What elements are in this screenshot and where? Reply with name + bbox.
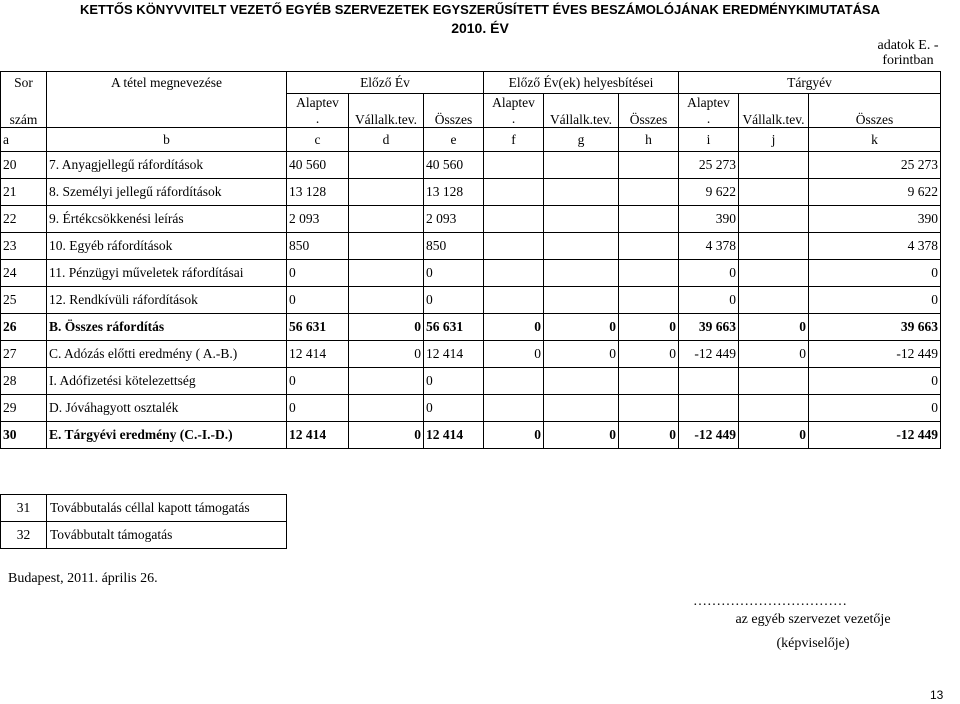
row-number: 29 <box>1 395 47 422</box>
table-row <box>1 287 941 314</box>
row-label: 8. Személyi jellegű ráfordítások <box>47 179 287 206</box>
cell-d: 0 <box>349 341 424 368</box>
cell-k: 0 <box>809 368 941 395</box>
cell-d: 0 <box>349 314 424 341</box>
cell-j <box>739 287 809 314</box>
cell-k: 0 <box>809 260 941 287</box>
cell-g <box>544 395 619 422</box>
cell-c: 850 <box>287 233 349 260</box>
header-empty <box>47 94 287 128</box>
row-label: I. Adófizetési kötelezettség <box>47 368 287 395</box>
cell-k: 0 <box>809 395 941 422</box>
row-label: D. Jóváhagyott osztalék <box>47 395 287 422</box>
cell-h <box>619 179 679 206</box>
cell-k: 39 663 <box>809 314 941 341</box>
cell-d <box>349 152 424 179</box>
report-title: KETTŐS KÖNYVVITELT VEZETŐ EGYÉB SZERVEZETEK EGYSZERŰSÍTETT ÉVES BESZÁMOLÓJÁNAK EREDMÉNYKIMUTATÁSA <box>79 2 881 17</box>
column-letter-d: d <box>349 128 424 152</box>
cell-c: 0 <box>287 368 349 395</box>
row-number: 22 <box>1 206 47 233</box>
row-number: 20 <box>1 152 47 179</box>
data-rows <box>1 152 941 449</box>
unit-line1: adatok E. - <box>877 38 939 53</box>
cell-i <box>679 368 739 395</box>
alaptev-text: Alaptev <box>492 94 535 110</box>
cell-f <box>484 287 544 314</box>
row-label: E. Tárgyévi eredmény (C.-I.-D.) <box>47 422 287 449</box>
header-targyev: Tárgyév <box>679 72 941 94</box>
header-sor: Sor <box>1 72 47 94</box>
table-row <box>1 495 287 522</box>
table-row <box>1 422 941 449</box>
cell-k: 0 <box>809 287 941 314</box>
cell-g <box>544 179 619 206</box>
cell-e: 56 631 <box>424 314 484 341</box>
column-letter-g: g <box>544 128 619 152</box>
table-row <box>1 179 941 206</box>
cell-f <box>484 368 544 395</box>
cell-k: 4 378 <box>809 233 941 260</box>
row-label: 7. Anyagjellegű ráfordítások <box>47 152 287 179</box>
cell-e: 40 560 <box>424 152 484 179</box>
cell-g <box>544 368 619 395</box>
row-label: C. Adózás előtti eredmény ( A.-B.) <box>47 341 287 368</box>
cell-j <box>739 179 809 206</box>
cell-k: -12 449 <box>809 422 941 449</box>
cell-j <box>739 233 809 260</box>
cell-d <box>349 179 424 206</box>
header-i-alaptev <box>679 94 739 128</box>
row-number: 27 <box>1 341 47 368</box>
cell-i: 39 663 <box>679 314 739 341</box>
cell-h: 0 <box>619 314 679 341</box>
cell-g <box>544 260 619 287</box>
cell-d: 0 <box>349 422 424 449</box>
signature-line: …………………………… <box>693 594 847 609</box>
cell-k: 25 273 <box>809 152 941 179</box>
column-letter-f: f <box>484 128 544 152</box>
cell-e: 2 093 <box>424 206 484 233</box>
cell-g: 0 <box>544 341 619 368</box>
place-date: Budapest, 2011. április 26. <box>8 571 158 586</box>
alaptev-text: Alaptev <box>687 94 730 110</box>
cell-f: 0 <box>484 422 544 449</box>
header-f-alaptev <box>484 94 544 128</box>
header-g-vallalk: Vállalk.tev. <box>544 94 619 128</box>
header-c-alaptev <box>287 94 349 128</box>
cell-e: 850 <box>424 233 484 260</box>
cell-i: -12 449 <box>679 341 739 368</box>
cell-k: 9 622 <box>809 179 941 206</box>
cell-d <box>349 260 424 287</box>
cell-g <box>544 206 619 233</box>
cell-i: 9 622 <box>679 179 739 206</box>
cell-k: -12 449 <box>809 341 941 368</box>
column-letter-a: a <box>1 128 47 152</box>
cell-h: 0 <box>619 341 679 368</box>
cell-c: 12 414 <box>287 341 349 368</box>
cell-g <box>544 233 619 260</box>
column-letter-e: e <box>424 128 484 152</box>
table-row <box>1 152 941 179</box>
cell-h <box>619 233 679 260</box>
cell-h <box>619 287 679 314</box>
cell-g: 0 <box>544 314 619 341</box>
table-row <box>1 522 287 549</box>
row-number: 28 <box>1 368 47 395</box>
alaptev-dot: . <box>511 110 516 126</box>
cell-c: 56 631 <box>287 314 349 341</box>
header-row-2 <box>1 94 941 128</box>
cell-i <box>679 395 739 422</box>
cell-e: 0 <box>424 368 484 395</box>
signature-subtitle: (képviselője) <box>776 636 850 651</box>
header-h-osszes: Összes <box>619 94 679 128</box>
header-tetel: A tétel megnevezése <box>47 72 287 94</box>
cell-d <box>349 395 424 422</box>
cell-d <box>349 287 424 314</box>
cell-j <box>739 152 809 179</box>
cell-f <box>484 260 544 287</box>
report-year: 2010. ÉV <box>451 20 509 36</box>
support-table <box>0 494 287 549</box>
header-d-vallalk: Vállalk.tev. <box>349 94 424 128</box>
column-letter-row <box>1 128 941 152</box>
cell-f <box>484 206 544 233</box>
row-number: 31 <box>1 495 47 522</box>
cell-j <box>739 368 809 395</box>
page-number: 13 <box>930 688 944 702</box>
cell-e: 0 <box>424 287 484 314</box>
cell-g: 0 <box>544 422 619 449</box>
income-statement-table <box>0 71 941 449</box>
row-label: Továbbutalt támogatás <box>47 522 287 549</box>
cell-f <box>484 152 544 179</box>
cell-d <box>349 206 424 233</box>
column-letter-i: i <box>679 128 739 152</box>
alaptev-dot: . <box>315 110 320 126</box>
cell-c: 40 560 <box>287 152 349 179</box>
row-label: B. Összes ráfordítás <box>47 314 287 341</box>
cell-f <box>484 233 544 260</box>
table-row <box>1 341 941 368</box>
cell-h <box>619 368 679 395</box>
cell-c: 12 414 <box>287 422 349 449</box>
header-e-osszes: Összes <box>424 94 484 128</box>
table-row <box>1 314 941 341</box>
row-number: 30 <box>1 422 47 449</box>
cell-d <box>349 233 424 260</box>
column-letter-h: h <box>619 128 679 152</box>
cell-h: 0 <box>619 422 679 449</box>
unit-line2: forintban <box>882 53 934 68</box>
row-number: 32 <box>1 522 47 549</box>
support-rows <box>1 495 287 549</box>
header-k-osszes: Összes <box>809 94 941 128</box>
cell-h <box>619 206 679 233</box>
header-row-1 <box>1 72 941 94</box>
cell-d <box>349 368 424 395</box>
cell-j: 0 <box>739 314 809 341</box>
column-letter-j: j <box>739 128 809 152</box>
header-szam: szám <box>1 94 47 128</box>
cell-f: 0 <box>484 341 544 368</box>
row-label: 12. Rendkívüli ráfordítások <box>47 287 287 314</box>
header-elozo-ev: Előző Év <box>287 72 484 94</box>
signature-title: az egyéb szervezet vezetője <box>735 612 891 627</box>
cell-i: 390 <box>679 206 739 233</box>
row-number: 24 <box>1 260 47 287</box>
table-row <box>1 368 941 395</box>
cell-e: 12 414 <box>424 341 484 368</box>
table-row <box>1 206 941 233</box>
table-row <box>1 260 941 287</box>
column-letter-k: k <box>809 128 941 152</box>
cell-h <box>619 260 679 287</box>
cell-h <box>619 395 679 422</box>
row-label: 11. Pénzügyi műveletek ráfordításai <box>47 260 287 287</box>
cell-i: 0 <box>679 287 739 314</box>
column-letter-c: c <box>287 128 349 152</box>
cell-f <box>484 179 544 206</box>
unit-note <box>858 38 958 68</box>
cell-j: 0 <box>739 341 809 368</box>
header-helyesbitesei: Előző Év(ek) helyesbítései <box>484 72 679 94</box>
cell-e: 0 <box>424 260 484 287</box>
cell-h <box>619 152 679 179</box>
header-j-vallalk: Vállalk.tev. <box>739 94 809 128</box>
cell-i: 25 273 <box>679 152 739 179</box>
row-number: 21 <box>1 179 47 206</box>
table-row <box>1 233 941 260</box>
row-number: 23 <box>1 233 47 260</box>
cell-i: 4 378 <box>679 233 739 260</box>
row-label: 9. Értékcsökkenési leírás <box>47 206 287 233</box>
cell-c: 0 <box>287 395 349 422</box>
cell-f <box>484 395 544 422</box>
cell-e: 12 414 <box>424 422 484 449</box>
cell-j <box>739 206 809 233</box>
cell-g <box>544 152 619 179</box>
cell-i: -12 449 <box>679 422 739 449</box>
cell-e: 13 128 <box>424 179 484 206</box>
table-row <box>1 395 941 422</box>
cell-e: 0 <box>424 395 484 422</box>
row-label: Továbbutalás céllal kapott támogatás <box>47 495 287 522</box>
cell-k: 390 <box>809 206 941 233</box>
cell-c: 0 <box>287 287 349 314</box>
cell-j <box>739 260 809 287</box>
row-label: 10. Egyéb ráfordítások <box>47 233 287 260</box>
cell-j <box>739 395 809 422</box>
cell-g <box>544 287 619 314</box>
row-number: 26 <box>1 314 47 341</box>
cell-j: 0 <box>739 422 809 449</box>
cell-c: 2 093 <box>287 206 349 233</box>
alaptev-dot: . <box>706 110 711 126</box>
row-number: 25 <box>1 287 47 314</box>
cell-i: 0 <box>679 260 739 287</box>
column-letter-b: b <box>47 128 287 152</box>
alaptev-text: Alaptev <box>296 94 339 110</box>
cell-c: 13 128 <box>287 179 349 206</box>
cell-c: 0 <box>287 260 349 287</box>
cell-f: 0 <box>484 314 544 341</box>
